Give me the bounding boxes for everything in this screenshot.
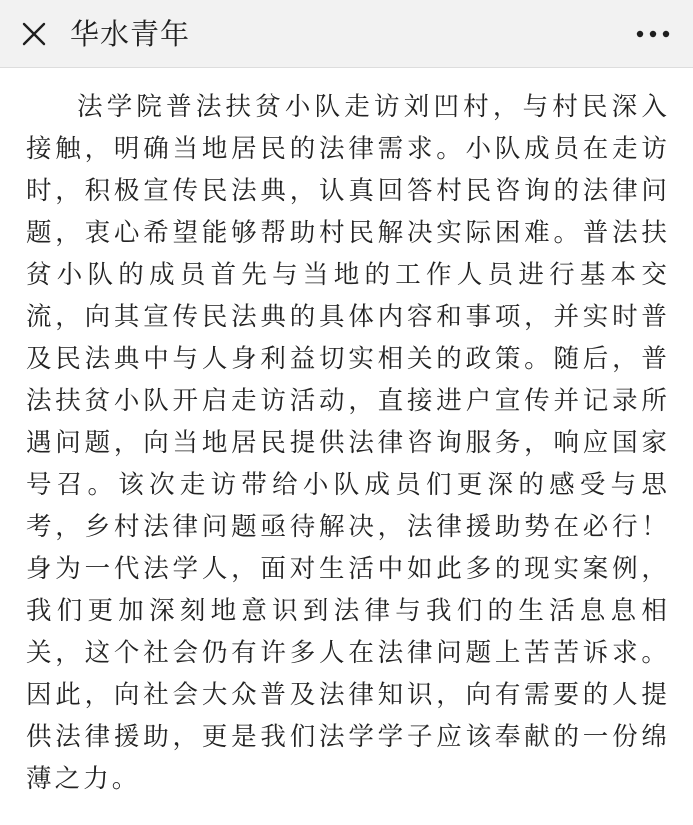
close-icon (21, 21, 47, 47)
page-title: 华水青年 (70, 17, 191, 51)
article-paragraph: 法学院普法扶贫小队走访刘凹村，与村民深入接触，明确当地居民的法律需求。小队成员在走访时，积极宣传民法典，认真回答村民咨询的法律问题，衷心希望能够帮助村民解决实际困难。普法扶贫小队的成员首先与当地的工作人员进行基本交流，向其宣传民法典的具体内容和事项，并实时普及民法典中与人身利益切实相关的政策。随后，普法扶贫小队开启走访活动，直接进户宣传并记录所遇问题，向当地居民提供法律咨询服务，响应国家号召。该次走访带给小队成员们更深的感受与思考，乡村法律问题亟待解决，法律援助势在必行！身为一代法学人，面对生活中如此多的现实案例，我们更加深刻地意识到法律与我们的生活息息相关，这个社会仍有许多人在法律问题上苦苦诉求。因此，向社会大众普及法律知识，向有需要的人提供法律援助，更是我们法学学子应该奉献的一份绵薄之力。 (26, 92, 670, 794)
more-button[interactable] (631, 14, 675, 54)
top-bar (0, 0, 693, 68)
article-content (26, 86, 670, 816)
close-button[interactable] (14, 14, 54, 54)
more-icon (636, 30, 670, 38)
